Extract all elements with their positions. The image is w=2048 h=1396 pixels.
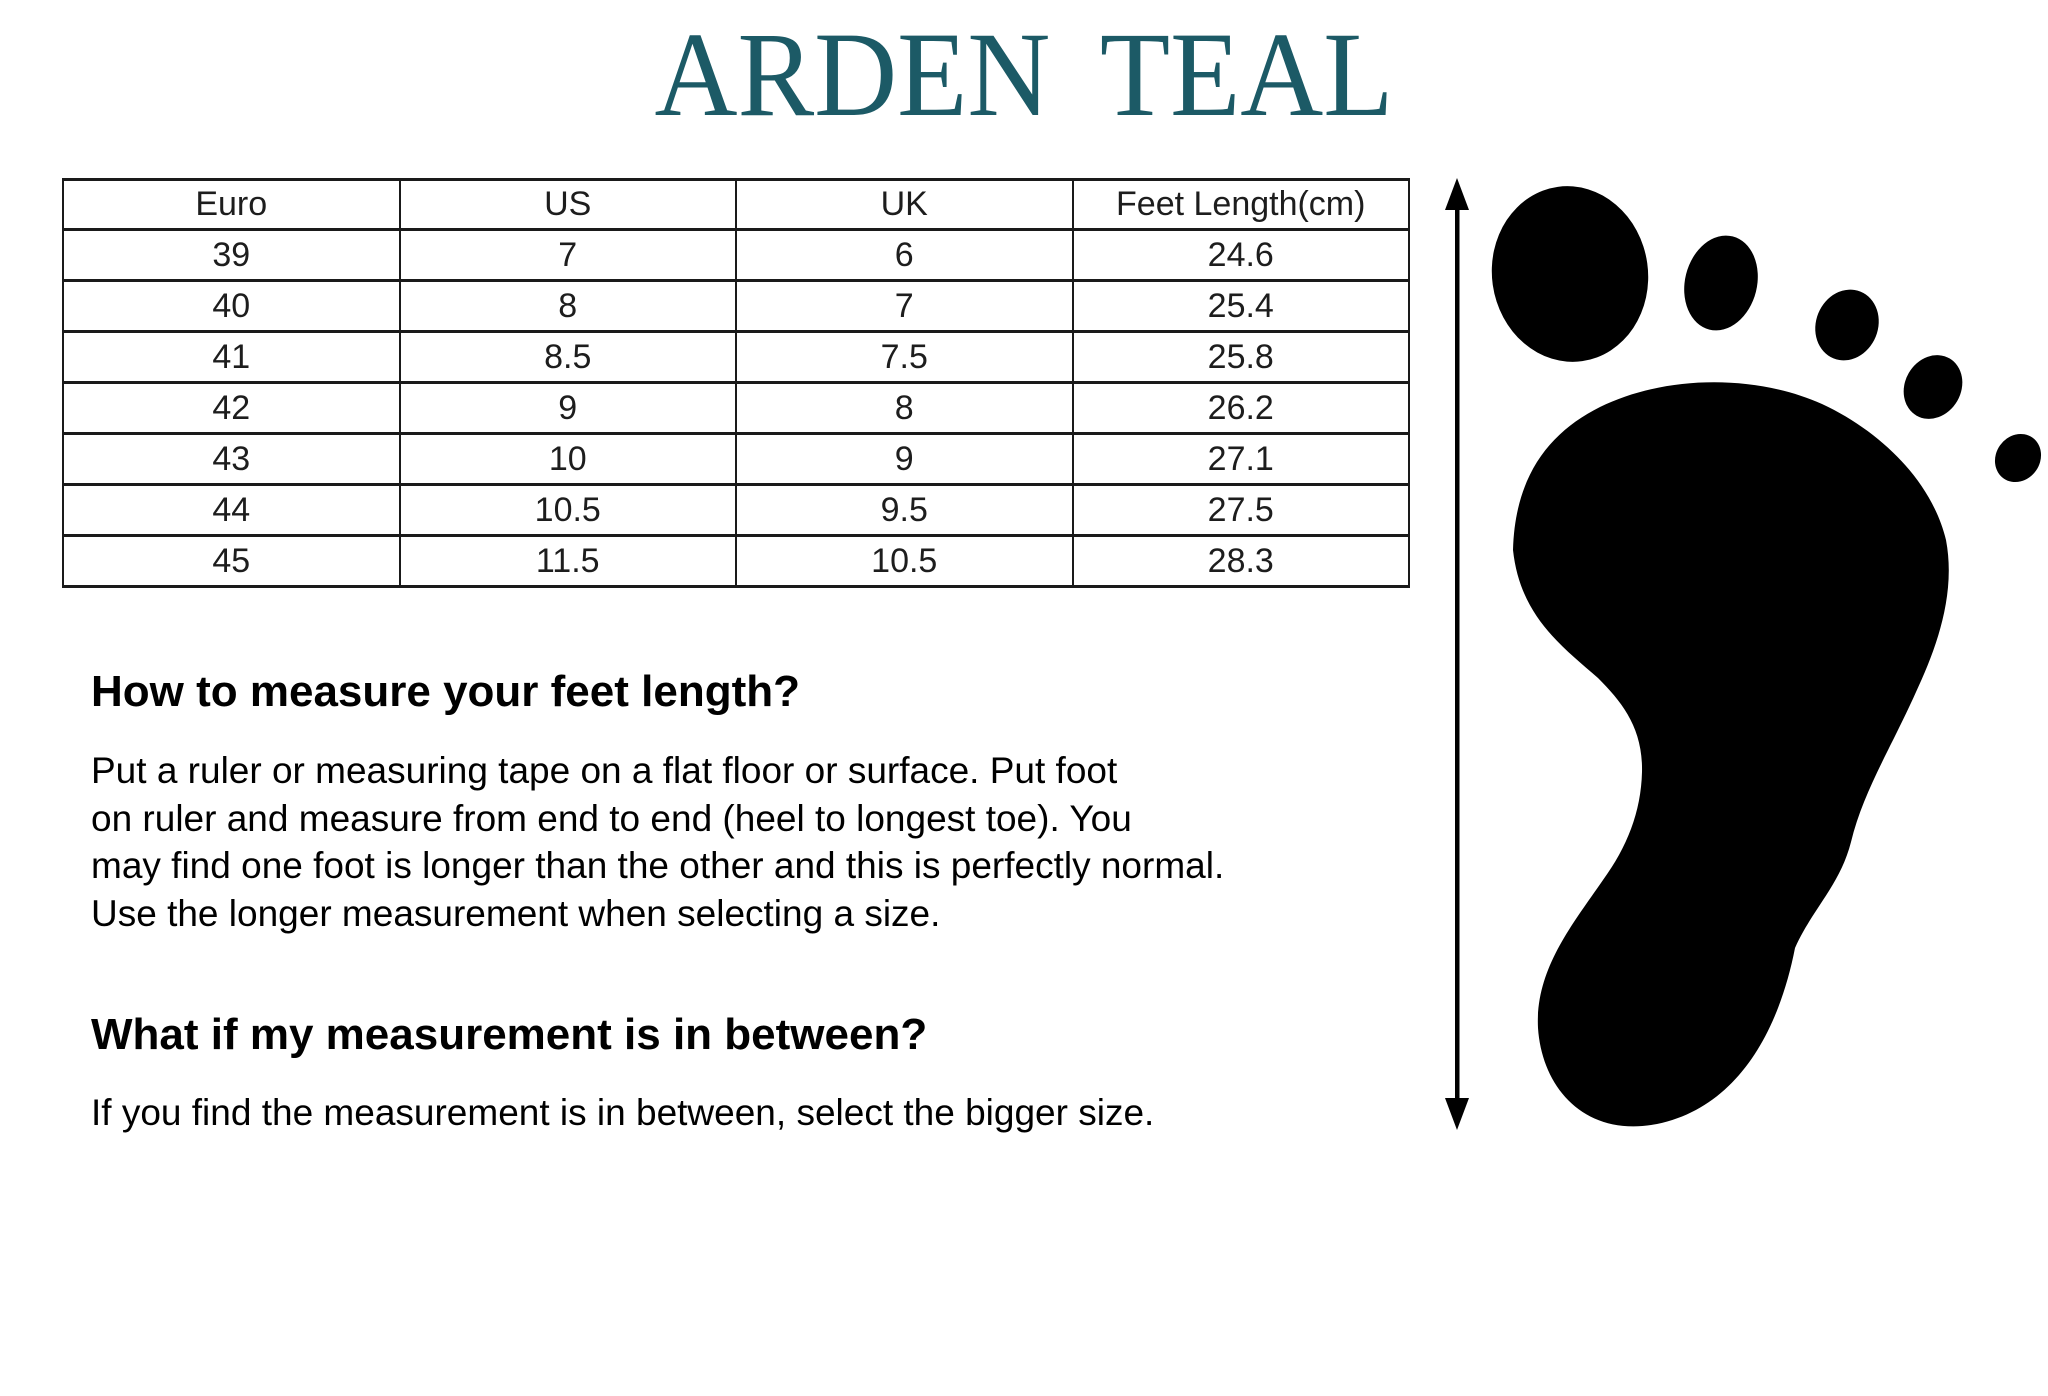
paragraph-line: Put a ruler or measuring tape on a flat floor or surface. Put foot — [91, 750, 1118, 791]
table-cell-feet-length: 27.5 — [1073, 485, 1410, 536]
table-row — [63, 332, 1409, 383]
table-row — [63, 485, 1409, 536]
double-arrow-vertical-icon — [1445, 178, 1469, 1130]
table-cell-us: 10.5 — [400, 485, 737, 536]
paragraph-line: If you find the measurement is in between, select the bigger size. — [91, 1092, 1155, 1133]
table-cell-uk: 9 — [736, 434, 1073, 485]
table-cell-feet-length: 28.3 — [1073, 536, 1410, 587]
in-between-paragraph — [91, 1089, 1154, 1137]
table-cell-euro: 45 — [63, 536, 400, 587]
brand-title: ARDEN TEAL — [654, 8, 1394, 142]
table-cell-euro: 40 — [63, 281, 400, 332]
table-cell-us: 10 — [400, 434, 737, 485]
table-cell-uk: 7 — [736, 281, 1073, 332]
paragraph-line: may find one foot is longer than the other and this is perfectly normal. — [91, 845, 1225, 886]
table-cell-euro: 42 — [63, 383, 400, 434]
table-row — [63, 230, 1409, 281]
foot-measure-graphic — [1420, 150, 2048, 1200]
table-cell-us: 7 — [400, 230, 737, 281]
table-cell-uk: 9.5 — [736, 485, 1073, 536]
table-row — [63, 383, 1409, 434]
table-row — [63, 281, 1409, 332]
col-header-uk: UK — [736, 180, 1073, 230]
col-header-feet-length: Feet Length(cm) — [1073, 180, 1410, 230]
table-cell-uk: 7.5 — [736, 332, 1073, 383]
table-cell-uk: 8 — [736, 383, 1073, 434]
paragraph-line: on ruler and measure from end to end (heel to longest toe). You — [91, 797, 1132, 839]
table-cell-uk: 10.5 — [736, 536, 1073, 587]
footprint-icon — [1481, 176, 2048, 1126]
table-cell-feet-length: 24.6 — [1073, 230, 1410, 281]
table-cell-euro: 39 — [63, 230, 400, 281]
col-header-euro: Euro — [63, 180, 400, 230]
section-heading-how-to-measure: How to measure your feet length? — [91, 667, 800, 716]
table-cell-us: 9 — [400, 383, 737, 434]
paragraph-line: Use the longer measurement when selecting a size. — [91, 892, 941, 934]
table-cell-uk: 6 — [736, 230, 1073, 281]
table-header-row — [63, 180, 1409, 230]
table-cell-euro: 44 — [63, 485, 400, 536]
col-header-us: US — [400, 180, 737, 230]
table-row — [63, 434, 1409, 485]
table-cell-feet-length: 26.2 — [1073, 383, 1410, 434]
table-cell-feet-length: 27.1 — [1073, 434, 1410, 485]
table-cell-euro: 43 — [63, 434, 400, 485]
table-row — [63, 536, 1409, 587]
how-to-measure-paragraph — [91, 747, 1224, 937]
table-cell-us: 11.5 — [400, 536, 737, 587]
table-cell-feet-length: 25.8 — [1073, 332, 1410, 383]
table-cell-feet-length: 25.4 — [1073, 281, 1410, 332]
table-cell-euro: 41 — [63, 332, 400, 383]
size-chart-table — [62, 178, 1410, 588]
table-cell-us: 8.5 — [400, 332, 737, 383]
section-heading-in-between: What if my measurement is in between? — [91, 1010, 928, 1059]
table-cell-us: 8 — [400, 281, 737, 332]
